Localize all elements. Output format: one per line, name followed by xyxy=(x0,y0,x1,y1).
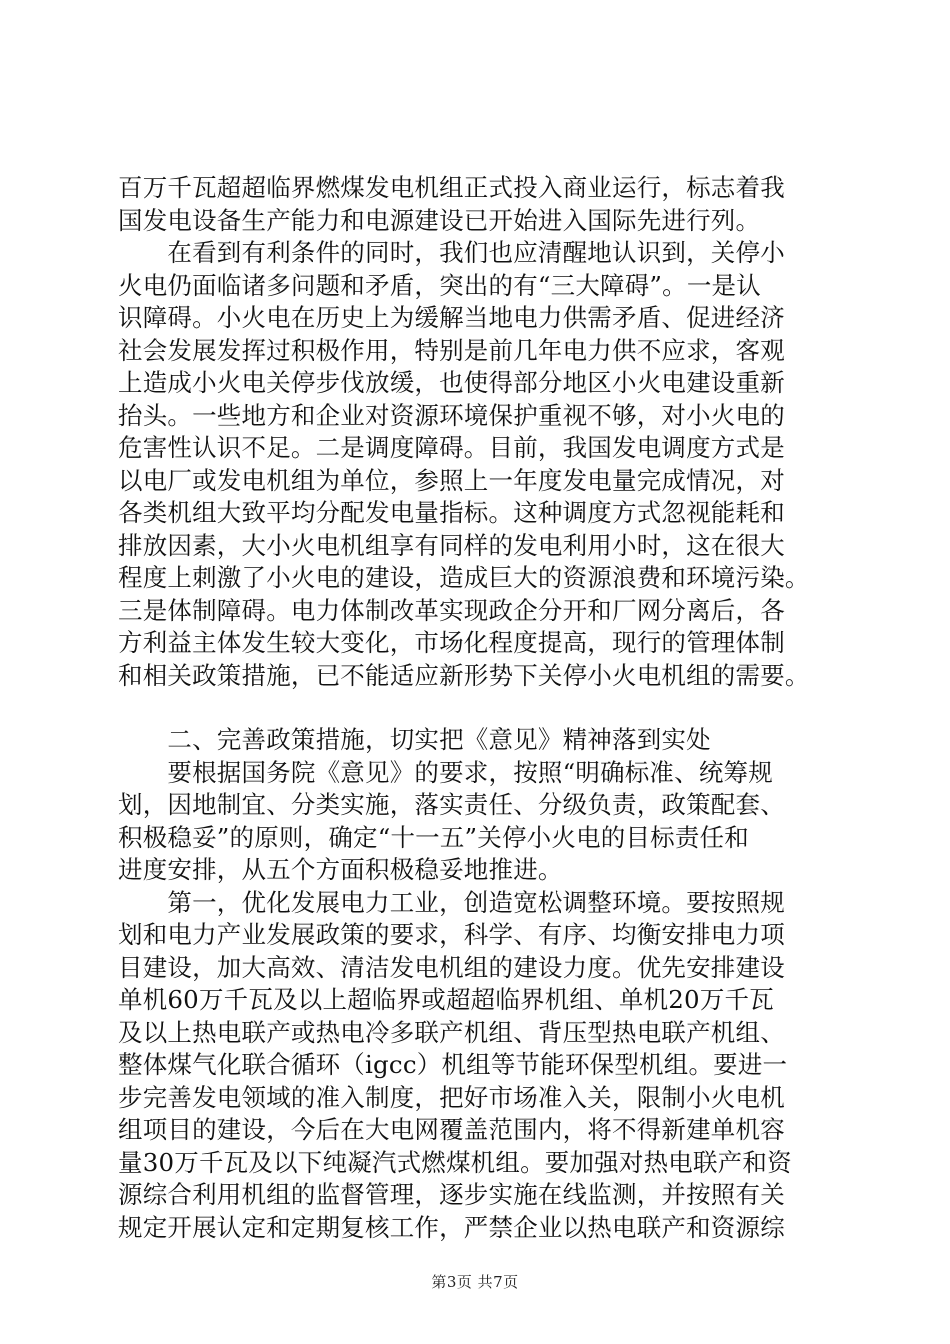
text-line: 及以上热电联产或热电冷多联产机组、背压型热电联产机组、 xyxy=(118,1017,785,1047)
text-line: 组项目的建设，今后在大电网覆盖范围内，将不得新建单机容 xyxy=(118,1115,785,1144)
text-line: 排放因素，大小火电机组享有同样的发电利用小时，这在很大 xyxy=(118,530,785,560)
text-line: 规定开展认定和定期复核工作，严禁企业以热电联产和资源综 xyxy=(118,1212,785,1242)
paragraph-principles xyxy=(118,757,838,887)
document-body xyxy=(118,172,838,1244)
text-line: 划，因地制宜、分类实施，落实责任、分级负责，政策配套、 xyxy=(118,790,785,819)
text-line: 进度安排，从五个方面积极稳妥地推进。 xyxy=(118,855,563,884)
paragraph-continuation xyxy=(118,172,838,237)
text-line: 国发电设备生产能力和电源建设已开始进入国际先进行列。 xyxy=(118,205,761,235)
text-line: 在看到有利条件的同时，我们也应清醒地认识到，关停小 xyxy=(118,238,785,267)
text-line: 和相关政策措施，已不能适应新形势下关停小火电机组的需要。 xyxy=(118,660,810,690)
paragraph-obstacles xyxy=(118,237,838,692)
text-line: 步完善发电领域的准入制度，把好市场准入关，限制小火电机 xyxy=(118,1082,785,1112)
text-line: 方利益主体发生较大变化，市场化程度提高，现行的管理体制 xyxy=(118,628,785,657)
text-line: 量30万千瓦及以下纯凝汽式燃煤机组。要加强对热电联产和资 xyxy=(118,1147,792,1177)
text-line: 三是体制障碍。电力体制改革实现政企分开和厂网分离后，各 xyxy=(118,595,785,625)
text-line: 识障碍。小火电在历史上为缓解当地电力供需矛盾、促进经济 xyxy=(118,303,785,332)
text-line: 百万千瓦超超临界燃煤发电机组正式投入商业运行，标志着我 xyxy=(118,173,785,202)
text-line: 划和电力产业发展政策的要求，科学、有序、均衡安排电力项 xyxy=(118,920,785,949)
text-line: 抬头。一些地方和企业对资源环境保护重视不够，对小火电的 xyxy=(118,400,785,430)
text-line: 上造成小火电关停步伐放缓，也使得部分地区小火电建设重新 xyxy=(118,368,785,397)
text-line: 整体煤气化联合循环（igcc）机组等节能环保型机组。要进一 xyxy=(118,1050,788,1079)
text-line: 源综合利用机组的监督管理，逐步实施在线监测，并按照有关 xyxy=(118,1180,785,1209)
text-line: 积极稳妥”的原则，确定“十一五”关停小火电的目标责任和 xyxy=(118,822,749,852)
page-footer xyxy=(0,1271,950,1292)
paragraph-first-measure xyxy=(118,887,838,1245)
text-line: 单机60万千瓦及以上超临界或超超临界机组、单机20万千瓦 xyxy=(118,985,774,1014)
text-line: 各类机组大致平均分配发电量指标。这种调度方式忽视能耗和 xyxy=(118,498,785,527)
page-number-label: 第3页 共7页 xyxy=(431,1273,519,1291)
text-line: 程度上刺激了小火电的建设，造成巨大的资源浪费和环境污染。 xyxy=(118,563,810,592)
text-line: 社会发展发挥过积极作用，特别是前几年电力供不应求，客观 xyxy=(118,335,785,365)
text-line: 以电厂或发电机组为单位，参照上一年度发电量完成情况，对 xyxy=(118,465,785,495)
section-heading: 二、完善政策措施，切实把《意见》精神落到实处 xyxy=(118,725,711,754)
text-line: 目建设，加大高效、清洁发电机组的建设力度。优先安排建设 xyxy=(118,952,785,982)
text-line: 第一，优化发展电力工业，创造宽松调整环境。要按照规 xyxy=(118,887,785,917)
text-line: 要根据国务院《意见》的要求，按照“明确标准、统筹规 xyxy=(118,757,773,787)
text-line: 火电仍面临诸多问题和矛盾，突出的有“三大障碍”。一是认 xyxy=(118,270,761,300)
paragraph-spacer xyxy=(118,692,838,724)
text-line: 危害性认识不足。二是调度障碍。目前，我国发电调度方式是 xyxy=(118,433,785,462)
